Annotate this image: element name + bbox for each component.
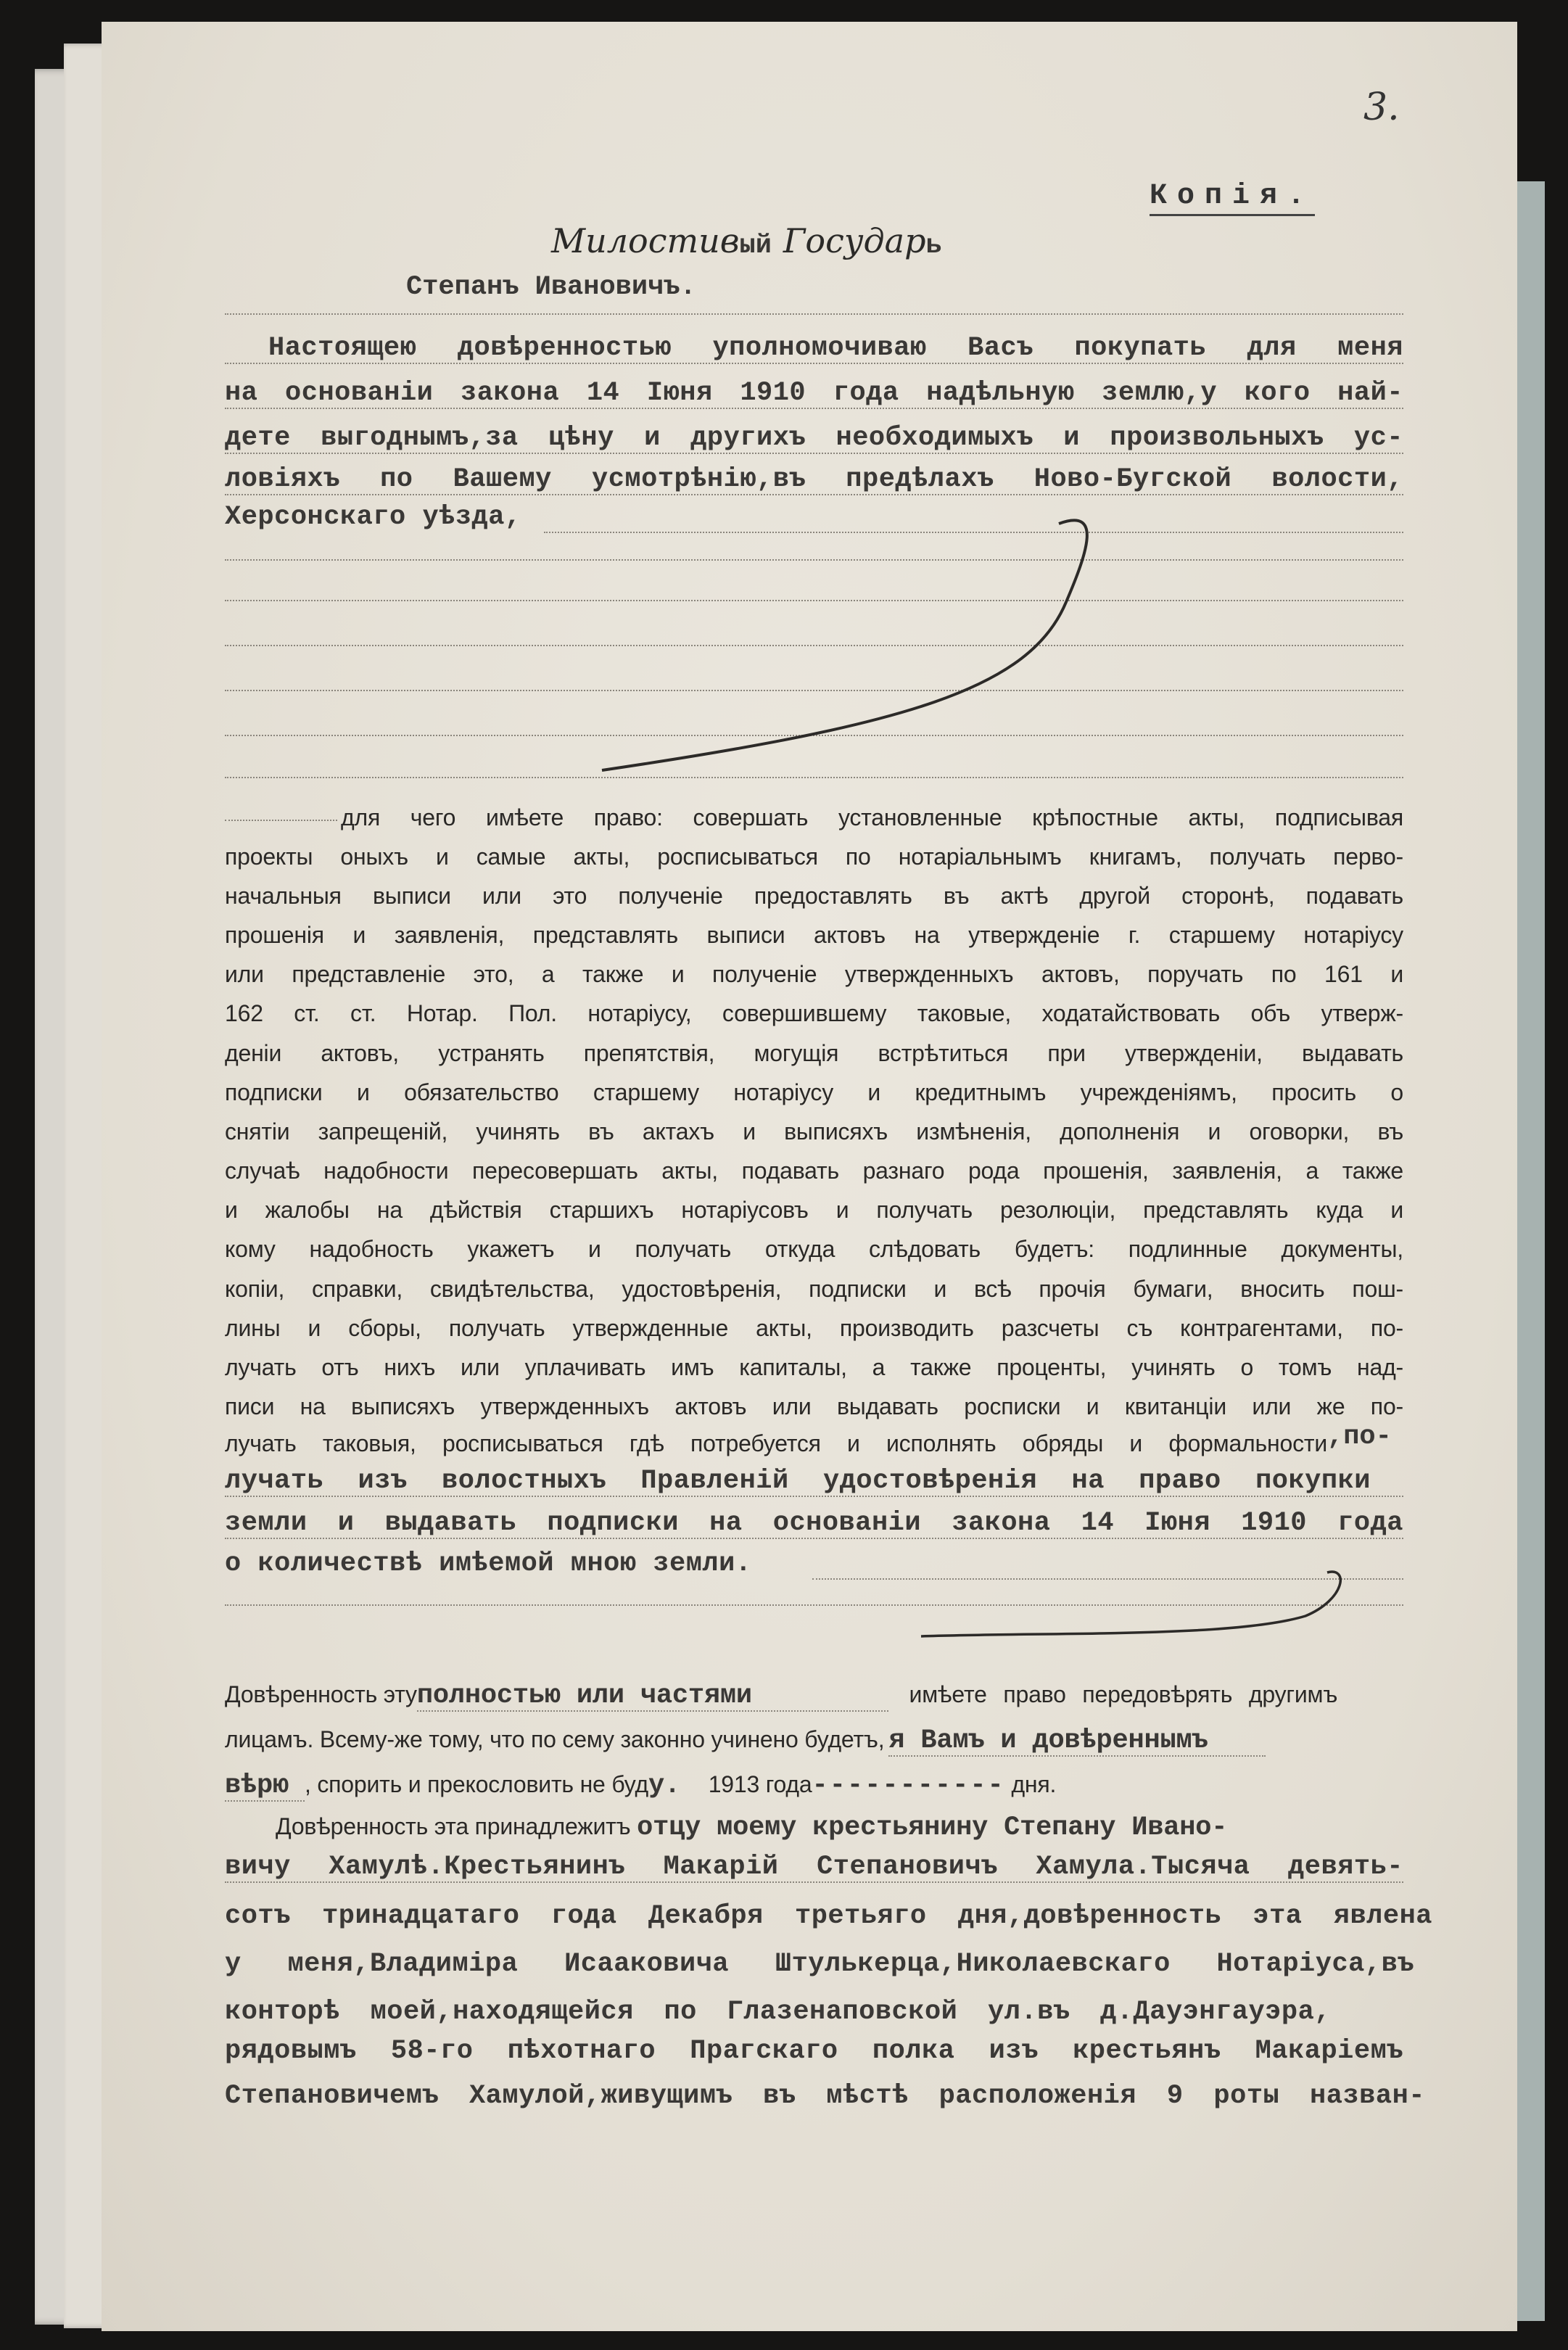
- printed-line: лучать отъ нихъ или уплачивать имъ капиталы, а также проценты, учинять о томъ над-: [225, 1354, 1403, 1380]
- typed-line: сотъ тринадцатаго года Декабря третьяго дня,довѣренность эта явлена: [225, 1901, 1432, 1931]
- addressee-name: Степанъ Ивановичъ.: [406, 272, 696, 302]
- typed-line: земли и выдавать подписки на основаніи закона 14 Іюня 1910 года: [225, 1508, 1403, 1538]
- printed-line: прошенія и заявленія, представлять выписи актовъ на утвержденіе г. старшему нотаріусу: [225, 922, 1403, 948]
- year-text: 1913 года: [708, 1771, 812, 1797]
- printed-line: подписки и обязательство старшему нотаріусу и кредитнымъ учрежденіямъ, просить о: [225, 1079, 1403, 1105]
- printed-line: начальныя выписи или это полученіе предоставлять въ актѣ другой сторонѣ, подавать: [225, 883, 1403, 909]
- dotted-rule: [544, 532, 1403, 533]
- printed-text: Довѣренность эту: [225, 1681, 417, 1707]
- printed-line: лины и сборы, получать утвержденные акты, производить разсчеты съ контрагентами, по-: [225, 1315, 1403, 1341]
- typed-insert: у.: [648, 1770, 680, 1801]
- dotted-rule: [225, 408, 1403, 409]
- salutation-typed: ь: [925, 231, 942, 261]
- printed-line: для чего имѣете право: совершать установленные крѣпостные акты, подписывая: [341, 804, 1403, 830]
- dotted-rule: [225, 735, 1403, 736]
- printed-line: снятіи запрещеній, учинять въ актахъ и выписяхъ измѣненія, дополненія и оговорки, въ: [225, 1118, 1403, 1145]
- printed-line: кому надобность укажетъ и получать откуда слѣдовать будетъ: подлинные документы,: [225, 1236, 1403, 1262]
- printed-text: , спорить и прекословить не буд: [305, 1771, 648, 1797]
- dotted-rule: [225, 1881, 1403, 1883]
- typed-insert: я Вамъ и довѣреннымъ: [888, 1726, 1266, 1757]
- salutation-handwritten: Милостив: [551, 221, 740, 260]
- printed-line: случаѣ надобности пересовершать акты, подавать разнаго рода прошенія, заявленія, а также: [225, 1158, 1403, 1184]
- delegation-line: [225, 1676, 1403, 1712]
- printed-line: деніи актовъ, устранять препятствія, могущія встрѣтиться при утвержденіи, выдавать: [225, 1040, 1403, 1066]
- dotted-rule: [225, 559, 1403, 561]
- dotted-rule: [225, 645, 1403, 646]
- typed-line: у меня,Владиміра Исааковича Штулькерца,Николаевскаго Нотаріуса,въ: [225, 1949, 1414, 1979]
- typed-line: Херсонскаго уѣзда,: [225, 502, 521, 532]
- dotted-rule: [225, 363, 1403, 364]
- typed-insert: вѣрю: [225, 1771, 305, 1802]
- printed-line: или представленіе это, а также и полученіе утвержденныхъ актовъ, поручать по 161 и: [225, 961, 1403, 987]
- printed-line: копіи, справки, свидѣтельства, удостовѣренія, подписки и всѣ прочія бумаги, вносить пош-: [225, 1276, 1403, 1302]
- dotted-rule: [225, 453, 1403, 454]
- printed-text: Довѣренность эта принадлежитъ: [276, 1813, 631, 1839]
- printed-line: лучать таковыя, росписываться гдѣ потребуется и исполнять обряды и формальности: [225, 1430, 1327, 1456]
- delegation-line: [225, 1766, 1403, 1802]
- dotted-rule: [225, 494, 1403, 495]
- dotted-rule: [225, 777, 1403, 778]
- dotted-rule: [225, 313, 1403, 315]
- copy-heading: Копія.: [1150, 180, 1315, 216]
- typed-line: Степановичемъ Хамулой,живущимъ въ мѣстѣ расположенія 9 роты назван-: [225, 2081, 1425, 2111]
- dotted-rule: [225, 820, 337, 821]
- printed-text: дня.: [1011, 1771, 1057, 1797]
- typed-line: ловіяхъ по Вашему усмотрѣнію,въ предѣлахъ Ново-Бугской волости,: [225, 464, 1403, 495]
- dotted-rule: [225, 1604, 1403, 1606]
- typed-line: конторѣ моей,находящейся по Глазенаповской ул.въ д.Дауэнгауэра,: [225, 1997, 1331, 2027]
- dotted-rule: [812, 1578, 1403, 1580]
- typed-line: дете выгоднымъ,за цѣну и другихъ необходимыхъ и произвольныхъ ус-: [225, 423, 1403, 453]
- page-number: 3.: [1363, 86, 1400, 129]
- salutation-handwritten: Государ: [783, 221, 926, 260]
- date-blank: -----------: [812, 1770, 1005, 1801]
- delegation-line: [225, 1721, 1403, 1757]
- printed-line: писи на выписяхъ утвержденныхъ актовъ или выдавать росписки и квитанціи или же по-: [225, 1393, 1403, 1419]
- typed-insert: отцу моему крестьянину Степану Ивано-: [637, 1813, 1228, 1843]
- printed-text: лицамъ. Всему-же тому, что по сему законно учинено будетъ,: [225, 1726, 885, 1752]
- dotted-rule: [225, 600, 1403, 601]
- typed-line: на основаніи закона 14 Іюня 1910 года надѣльную землю,у кого най-: [225, 378, 1403, 408]
- printed-line: и жалобы на дѣйствія старшихъ нотаріусовъ и получать резолюціи, представлять куда и: [225, 1197, 1403, 1223]
- dotted-rule: [225, 1496, 1403, 1497]
- typed-line: о количествѣ имѣемой мною земли.: [225, 1549, 752, 1579]
- typed-line: рядовымъ 58-го пѣхотнаго Прагскаго полка изъ крестьянъ Макаріемъ: [225, 2036, 1403, 2066]
- dotted-rule: [225, 1538, 1403, 1539]
- typed-insert: ,по-: [1327, 1422, 1392, 1452]
- printed-line: проекты оныхъ и самые акты, росписываться по нотаріальнымъ книгамъ, получать перво-: [225, 844, 1403, 870]
- typed-line: Настоящею довѣренностью уполномочиваю Васъ покупать для меня: [268, 333, 1403, 363]
- typed-line: лучать изъ волостныхъ Правленій удостовѣренія на право покупки: [225, 1466, 1371, 1496]
- printed-text: имѣете право передовѣрять другимъ: [909, 1681, 1338, 1707]
- salutation-typed: ый: [739, 231, 772, 261]
- typed-insert: полностью или частями: [417, 1681, 888, 1712]
- printed-line: 162 ст. ст. Нотар. Пол. нотаріусу, совершившему таковые, ходатайствовать объ утверж-: [225, 1000, 1403, 1026]
- ownership-line: [276, 1808, 1403, 1844]
- typed-line: вичу Хамулѣ.Крестьянинъ Макарій Степановичъ Хамула.Тысяча девять-: [225, 1852, 1403, 1882]
- dotted-rule: [225, 690, 1403, 691]
- salutation: [551, 221, 1059, 272]
